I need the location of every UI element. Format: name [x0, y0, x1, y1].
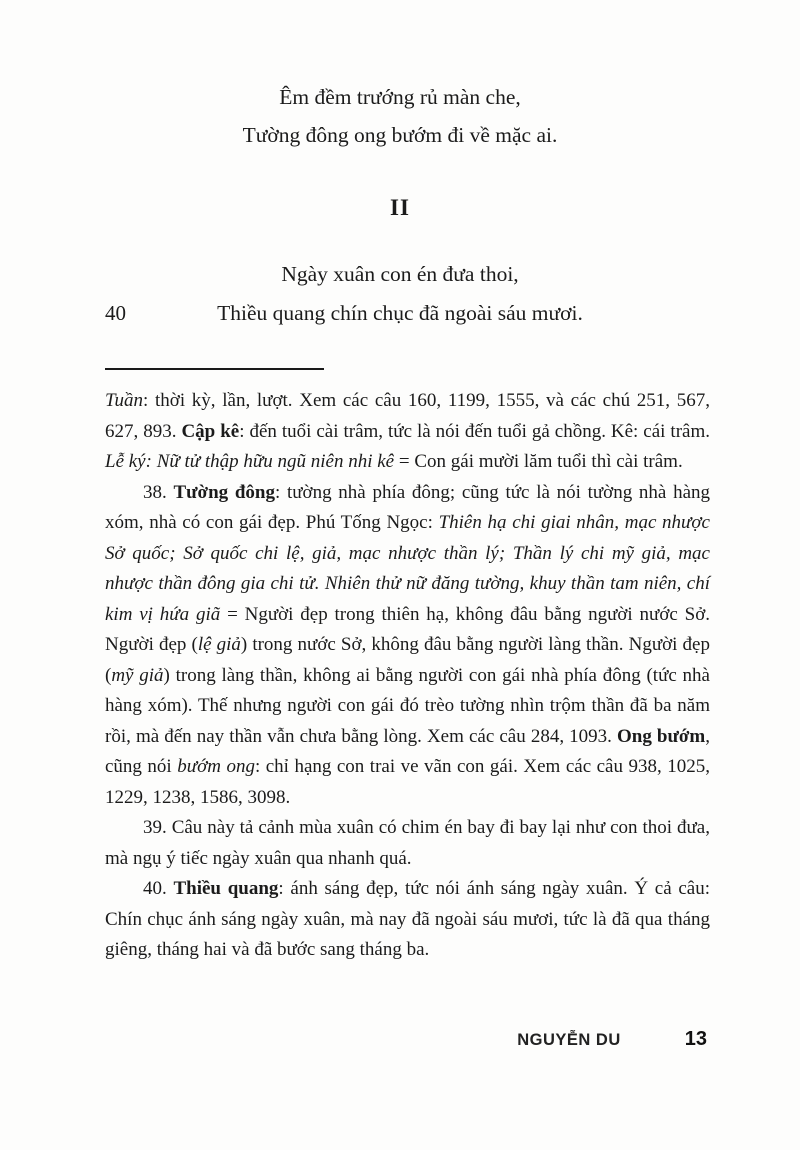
footnote-separator	[105, 368, 324, 370]
verse-block-1	[0, 78, 800, 154]
footnote-paragraph-39: 39. Câu này tả cảnh mùa xuân có chim én bay đi bay lại như con thoi đưa, mà ngụ ý tiếc ngày xuân qua nhanh quá.	[105, 817, 710, 869]
verse-line: Tường đông ong bướm đi về mặc ai.	[242, 123, 558, 147]
verse-line: Thiều quang chín chục đã ngoài sáu mươi.	[217, 301, 583, 325]
verse-line: Ngày xuân con én đưa thoi,	[281, 262, 519, 286]
verse-row	[0, 294, 800, 333]
section-heading: II	[390, 195, 410, 220]
verse-line: Êm đềm trướng rủ màn che,	[279, 85, 521, 109]
footnote-paragraph-38: 38. Tường đông: tường nhà phía đông; cũng tức là nói tường nhà hàng xóm, nhà có con gái đẹp. Phú Tống Ngọc: Thiên hạ chi giai nhân, mạc nhược Sở quốc; Sở quốc chi lệ, giả, mạc nhược thần lý; Thần lý chi mỹ giả, mạc nhược thần đông gia chi tử. Nhiên thử nữ đăng tường, khuy thần tam niên, chí kim vị hứa giã = Người đẹp trong thiên hạ, không đâu bằng người nước Sở. Người đẹp (lệ giả) trong nước Sở, không đâu bằng người làng thần. Người đẹp (mỹ giả) trong làng thần, không ai bằng người con gái nhà phía đông (tức nhà hàng xóm). Thế nhưng người con gái đó trèo tường nhìn trộm thần đã ba năm rồi, mà đến nay thần vẫn chưa bằng lòng. Xem các câu 284, 1093. Ong bướm, cũng nói bướm ong: chỉ hạng con trai ve vãn con gái. Xem các câu 938, 1025, 1229, 1238, 1586, 3098.	[105, 481, 711, 808]
footnote-paragraph-40: 40. Thiều quang: ánh sáng đẹp, tức nói ánh sáng ngày xuân. Ý cả câu: Chín chục ánh sáng ngày xuân, mà nay đã ngoài sáu mươi, tức là đã qua tháng giêng, tháng hai và đã bước sang tháng ba.	[105, 878, 711, 960]
footer-page-number: 13	[684, 1028, 707, 1050]
verse-block-2	[0, 255, 800, 333]
footer-author: NGUYỄN DU	[517, 1031, 621, 1049]
footnotes-section	[105, 386, 710, 966]
verse-row	[0, 255, 800, 294]
verse-line-number: 40	[105, 301, 126, 325]
footnote-paragraph-tuan: Tuần: thời kỳ, lần, lượt. Xem các câu 160, 1199, 1555, và các chú 251, 567, 627, 893. Cập kê: đến tuổi cài trâm, tức là nói đến tuổi gả chồng. Kê: cái trâm. Lễ ký: Nữ tử thập hữu ngũ niên nhi kê = Con gái mười lăm tuổi thì cài trâm.	[105, 390, 710, 472]
page-footer	[517, 1028, 707, 1051]
